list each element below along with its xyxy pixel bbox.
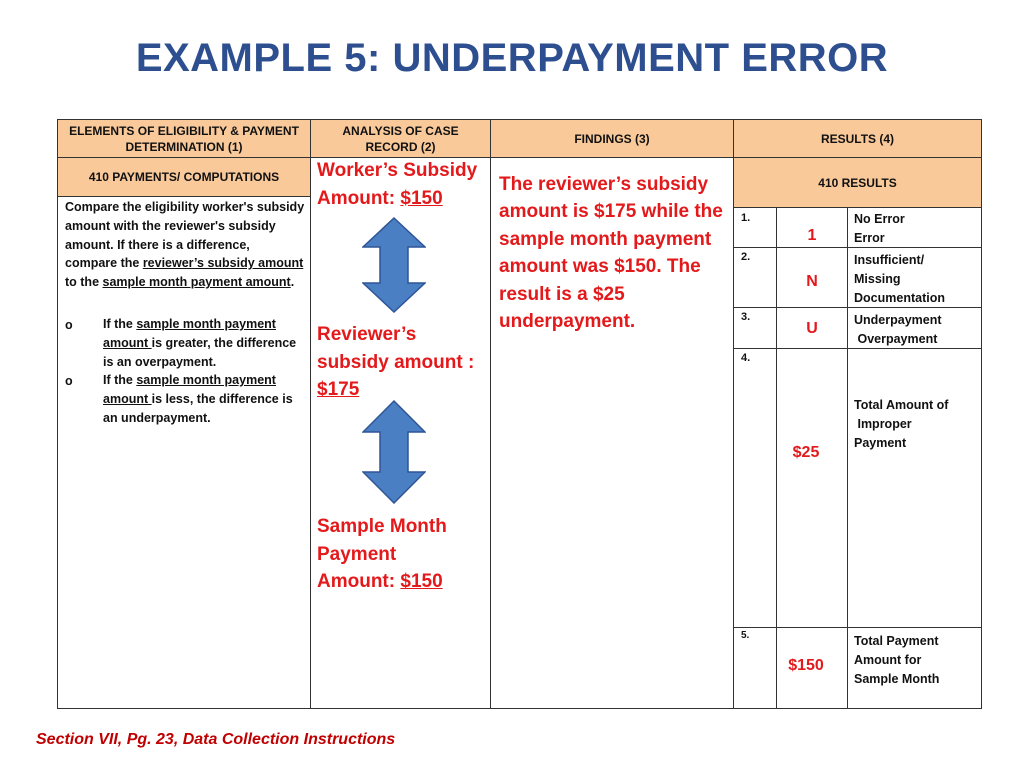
footer-citation: Section VII, Pg. 23, Data Collection Instructions <box>36 731 396 748</box>
result-label: Insufficient/ Missing Documentation <box>854 253 945 305</box>
bullet-underline: sample month payment amount <box>103 317 276 350</box>
reviewer-subsidy-label: Reviewer’s subsidy amount : <box>317 324 475 373</box>
sample-month-payment <box>317 513 477 596</box>
subheader-payments: 410 PAYMENTS/ COMPUTATIONS <box>58 158 311 197</box>
header-analysis: ANALYSIS OF CASE RECORD (2) <box>311 120 491 158</box>
result-number: 1. <box>741 212 751 224</box>
bullet-text: is less, the difference is an underpayment. <box>103 391 293 425</box>
result-label: Total Payment Amount for Sample Month <box>854 634 940 686</box>
subheader-410-results: 410 RESULTS <box>734 158 981 208</box>
result-value: N <box>806 273 818 290</box>
bullet-symbol: o <box>65 318 73 332</box>
intro-underline: sample month payment amount <box>102 275 291 290</box>
result-number: 4. <box>741 352 751 364</box>
elements-intro <box>65 198 305 292</box>
result-value: $25 <box>792 444 820 461</box>
double-arrow-icon <box>362 400 426 504</box>
double-arrow-icon <box>362 217 426 313</box>
result-label: Underpayment Overpayment <box>854 313 942 346</box>
result-value: 1 <box>807 227 817 244</box>
header-results: RESULTS (4) <box>734 120 981 158</box>
bullet-text: is greater, the difference is an overpayment. <box>103 335 297 369</box>
result-value: $150 <box>788 657 824 674</box>
reviewer-subsidy <box>317 321 487 404</box>
col-divider <box>490 120 491 709</box>
page-title: EXAMPLE 5: UNDERPAYMENT ERROR <box>135 36 889 80</box>
intro-underline: reviewer’s subsidy amount <box>142 256 304 271</box>
result-label: Total Amount of Improper Payment <box>854 398 949 450</box>
bullet-underpayment <box>103 371 303 427</box>
result-label: No Error Error <box>854 212 905 245</box>
intro-text: . <box>290 275 295 290</box>
bullet-underline: sample month payment amount <box>103 373 276 406</box>
results-row-divider <box>734 627 981 628</box>
bullet-text: If the <box>103 373 137 387</box>
intro-text: to the <box>65 275 103 290</box>
bullet-overpayment <box>103 315 303 371</box>
result-number: 5. <box>741 630 750 641</box>
col-divider <box>733 120 734 709</box>
reviewer-subsidy-value: $175 <box>317 379 360 400</box>
worker-subsidy-value: $150 <box>400 187 443 209</box>
results-divider <box>847 208 848 709</box>
result-number: 3. <box>741 311 751 323</box>
sample-month-label: Sample Month Payment Amount: <box>317 516 447 592</box>
worker-subsidy-label: Worker’s Subsidy Amount: <box>317 160 478 209</box>
bullet-text: If the <box>103 317 137 331</box>
sample-month-value: $150 <box>400 571 443 592</box>
intro-text: Compare the eligibility worker's subsidy amount with the reviewer's subsidy amount. If there is a difference, compare the <box>65 200 305 271</box>
result-number: 2. <box>741 251 751 263</box>
findings-text: The reviewer’s subsidy amount is $175 while the sample month payment amount was $150. The result is a $25 underpayment. <box>499 174 723 333</box>
result-value: U <box>806 320 818 337</box>
worker-subsidy <box>317 157 489 212</box>
bullet-symbol: o <box>65 374 73 388</box>
header-findings: FINDINGS (3) <box>491 120 734 158</box>
col-divider <box>310 120 311 709</box>
header-elements: ELEMENTS OF ELIGIBILITY & PAYMENT DETERMINATION (1) <box>58 120 311 158</box>
